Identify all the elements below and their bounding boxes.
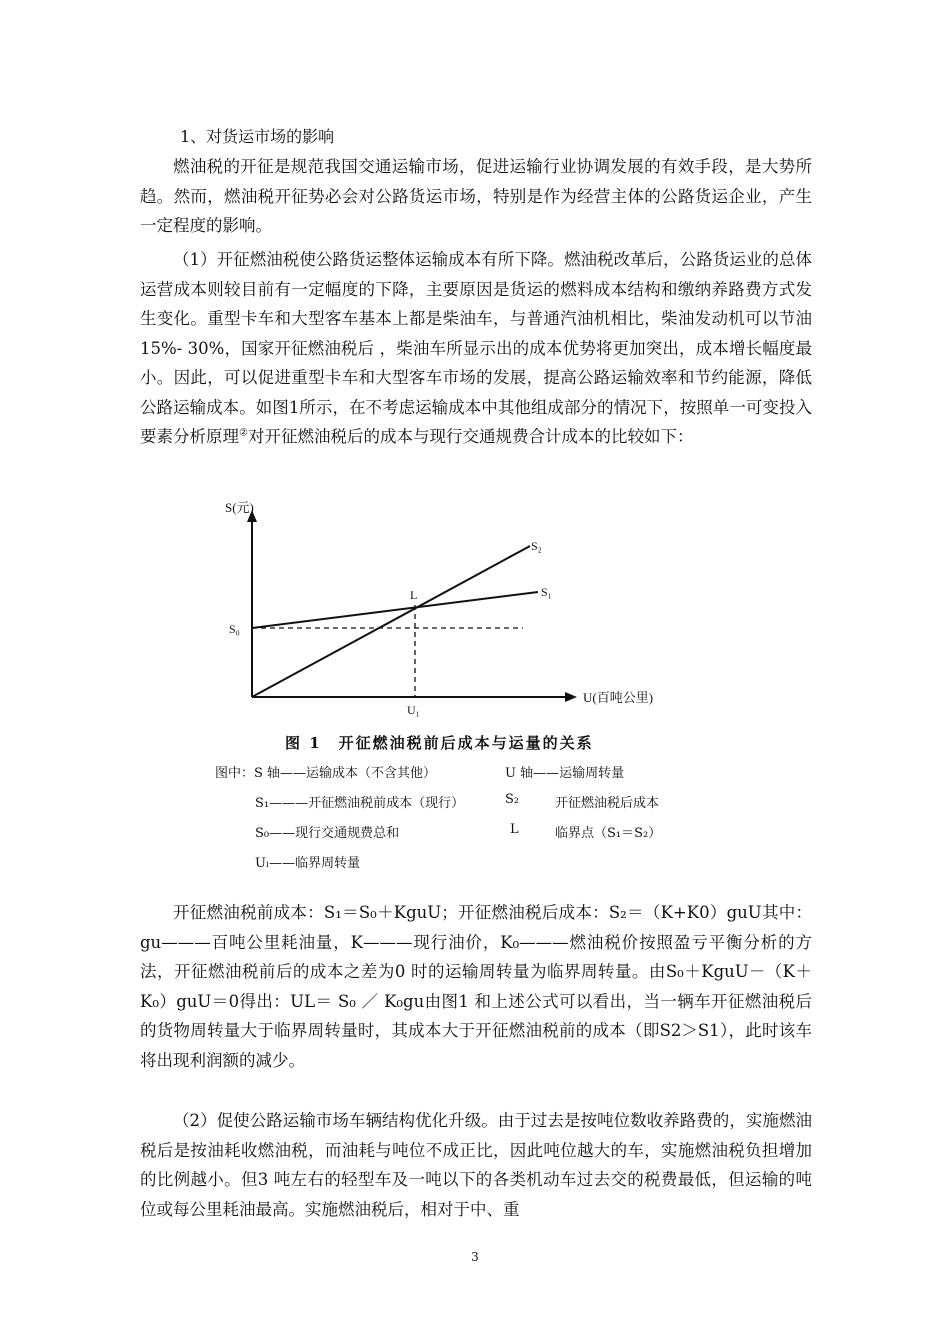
l-label: L [410, 588, 418, 602]
cost-volume-chart [205, 492, 725, 722]
s0-label: S₀ [229, 622, 240, 636]
page-number: 3 [471, 1250, 479, 1264]
legend-l-symbol: L [510, 822, 519, 837]
paragraph-structure-upgrade: （2）促使公路运输市场车辆结构优化升级。由于过去是按吨位数收养路费的，实施燃油税后是按油耗收燃油税，而油耗与吨位不成正比，因此吨位越大的车，实施燃油税负担增加的比例越小。但3 吨左右的轻型车及一吨以下的各类机动车过去交的税费最低，但运输的吨位或每公里耗油最高。实施燃油税后，相对于中、重 [140, 1111, 812, 1219]
s1-label: S₁ [541, 585, 552, 599]
legend-s0: S₀——现行交通规费总和 [255, 826, 400, 841]
legend-s2: 开征燃油税后成本 [555, 796, 660, 811]
footnote-marker: ② [239, 427, 248, 439]
s2-line [252, 546, 530, 697]
paragraph-formula: 开征燃油税前成本：S₁＝S₀＋KguU；开征燃油税后成本：S₂＝（K+K0）guU其中：gu———百吨公里耗油量，K———现行油价，K₀———燃油税价按照盈亏平衡分析的方法，开征燃油税前后的成本之差为0 时的运输周转量为临界周转量。由S₀＋KguU－（K＋K₀）guU＝0得出：UL＝ S₀ ／ K₀gu由图1 和上述公式可以看出，当一辆车开征燃油税后的货物周转量大于临界周转量时，其成本大于开征燃油税前的成本（即S2＞S1），此时该车将出现利润额的减少。 [140, 903, 812, 1070]
paragraph-cost-decline [140, 245, 812, 452]
paragraph-text-cont: 对开征燃油税后的成本与现行交通规费合计成本的比较如下： [247, 427, 694, 446]
paragraph-text: （1）开征燃油税使公路货运整体运输成本有所下降。燃油税改革后，公路货运业的总体运营成本则较目前有一定幅度的下降，主要原因是货运的燃料成本结构和缴纳养路费方式发生变化。重型卡车和大型客车基本上都是柴油车，与普通汽油机相比，柴油发动机可以节油15%- 30%，国家开征燃油税后 ，柴油车所显示出的成本优势将更加突出，成本增长幅度最小。因此，可以促进重型卡车和大型客车市场的发展，提高公路运输效率和节约能源，降低公路运输成本。如图1所示，在不考虑运输成本中其他组成部分的情况下，按照单一可变投入要素分析原理 [140, 250, 812, 446]
legend-ul: Uₗ——临界周转量 [255, 856, 361, 871]
s1-line [252, 592, 538, 628]
section-heading: 1、对货运市场的影响 [180, 127, 335, 146]
legend-s-axis: 图中：S 轴——运输成本（不含其他） [215, 766, 437, 781]
y-axis-label: S(元) [225, 500, 254, 515]
figure-caption: 图 1 开征燃油税前后成本与运量的关系 [285, 734, 594, 752]
ul-label: U₁ [407, 703, 420, 717]
legend-l: 临界点（S₁＝S₂） [555, 826, 662, 841]
x-axis-arrow [565, 692, 577, 702]
s2-label: S₂ [531, 539, 542, 553]
legend-u-axis: U 轴——运输周转量 [505, 766, 625, 781]
x-axis-label: U(百吨公里) [583, 690, 654, 705]
legend-s2-symbol: S₂ [505, 792, 520, 807]
legend-s1: S₁———开征燃油税前成本（现行） [255, 796, 465, 811]
paragraph-intro: 燃油税的开征是规范我国交通运输市场，促进运输行业协调发展的有效手段，是大势所趋。然而，燃油税开征势必会对公路货运市场，特别是作为经营主体的公路货运企业，产生一定程度的影响。 [140, 157, 812, 235]
